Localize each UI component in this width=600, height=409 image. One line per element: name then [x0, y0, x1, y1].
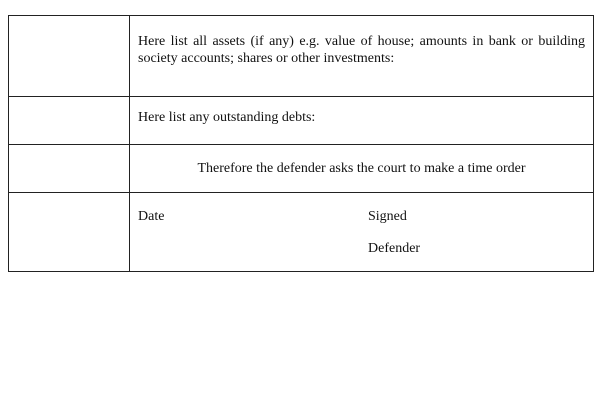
debts-left-cell [9, 97, 130, 145]
signature-block [130, 193, 593, 271]
defender-label: Defender [368, 241, 421, 256]
assets-row [9, 16, 594, 97]
time-order-form-table [8, 15, 594, 272]
signature-left-cell [9, 193, 130, 272]
date-label: Date [138, 209, 165, 224]
order-left-cell [9, 145, 130, 193]
order-row [9, 145, 594, 193]
assets-instruction: Here list all assets (if any) e.g. value of house; amounts in bank or building society accounts; shares or other investments: [138, 34, 585, 66]
signature-row [9, 193, 594, 272]
assets-right-cell [130, 16, 594, 97]
debts-right-cell [130, 97, 594, 145]
signed-label: Signed [368, 209, 407, 224]
time-order-request: Therefore the defender asks the court to make a time order [197, 161, 526, 176]
assets-left-cell [9, 16, 130, 97]
debts-instruction: Here list any outstanding debts: [138, 110, 316, 125]
order-right-cell [130, 145, 594, 193]
debts-row [9, 97, 594, 145]
signature-right-cell [130, 193, 594, 272]
